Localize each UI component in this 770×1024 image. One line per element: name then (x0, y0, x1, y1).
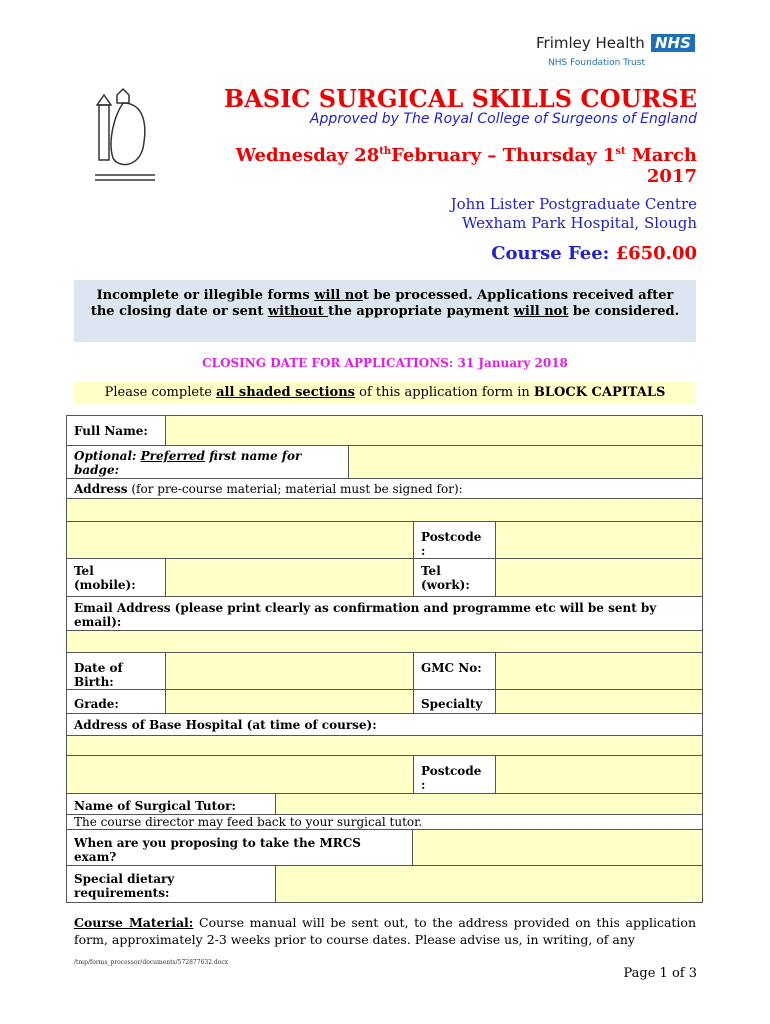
dietary-input[interactable] (275, 865, 703, 903)
course-fee: Course Fee: £650.00 (491, 243, 697, 264)
badge-name-label: Optional: Preferred first name for badge: (66, 445, 349, 479)
gmc-input[interactable] (495, 652, 703, 690)
tel-work-input[interactable] (495, 558, 703, 597)
base-postcode-label: Postcode : (413, 755, 496, 794)
trust-subtitle: NHS Foundation Trust (548, 58, 645, 68)
full-name-label: Full Name: (66, 415, 166, 446)
email-label: Email Address (please print clearly as confirmation and programme etc will be sent by email): (66, 596, 703, 631)
tutor-label: Name of Surgical Tutor: (66, 793, 276, 815)
notice-box: Incomplete or illegible forms will not be processed. Applications received after the closing date or sent without the appropriate payment will not be considered. (74, 280, 696, 342)
dob-label: Date of Birth: (66, 652, 166, 690)
gmc-label: GMC No: (413, 652, 496, 690)
course-title: BASIC SURGICAL SKILLS COURSE (223, 84, 697, 113)
address-label: Address (for pre-course material; material must be signed for): (66, 478, 703, 499)
page-number: Page 1 of 3 (623, 966, 697, 981)
mrcs-label: When are you proposing to take the MRCS exam? (66, 829, 413, 866)
base-postcode-input[interactable] (495, 755, 703, 794)
mrcs-input[interactable] (412, 829, 703, 866)
grade-input[interactable] (165, 689, 414, 714)
instruction: Please complete all shaded sections of this application form in BLOCK CAPITALS (74, 382, 696, 404)
base-hospital-line1-input[interactable] (66, 735, 703, 756)
dob-input[interactable] (165, 652, 414, 690)
base-hospital-line2-input[interactable] (66, 755, 414, 794)
address-line2-input[interactable] (66, 521, 414, 559)
postcode-label: Postcode : (413, 521, 496, 559)
tel-mobile-label: Tel (mobile): (66, 558, 166, 597)
grade-label: Grade: (66, 689, 166, 714)
dietary-label: Special dietary requirements: (66, 865, 276, 903)
crest-icon (85, 85, 180, 190)
full-name-input[interactable] (165, 415, 703, 446)
badge-name-input[interactable] (348, 445, 703, 479)
address-line1-input[interactable] (66, 498, 703, 522)
course-dates: Wednesday 28thFebruary – Thursday 1st March 2017 (235, 145, 697, 187)
specialty-input[interactable] (495, 689, 703, 714)
nhs-logo: NHS (651, 34, 695, 52)
tutor-input[interactable] (275, 793, 703, 815)
base-hospital-label: Address of Base Hospital (at time of course): (66, 713, 703, 736)
specialty-label: Specialty (413, 689, 496, 714)
tel-work-label: Tel (work): (413, 558, 496, 597)
trust-name: Frimley Health (536, 34, 645, 52)
tel-mobile-input[interactable] (165, 558, 414, 597)
file-path: /tmp/forms_processor/documents/572877632.docx (74, 959, 229, 966)
approval-line: Approved by The Royal College of Surgeons of England (309, 111, 697, 127)
postcode-input[interactable] (495, 521, 703, 559)
course-material-text: Course Material: Course manual will be sent out, to the address provided on this application form, approximately 2-3 weeks prior to course dates. Please advise us, in writing, of any (74, 915, 697, 947)
venue: John Lister Postgraduate Centre Wexham Park Hospital, Slough (450, 195, 697, 232)
email-input[interactable] (66, 630, 703, 653)
closing-date: CLOSING DATE FOR APPLICATIONS: 31 January 2018 (202, 356, 568, 370)
tutor-note: The course director may feed back to your surgical tutor. (66, 814, 703, 830)
